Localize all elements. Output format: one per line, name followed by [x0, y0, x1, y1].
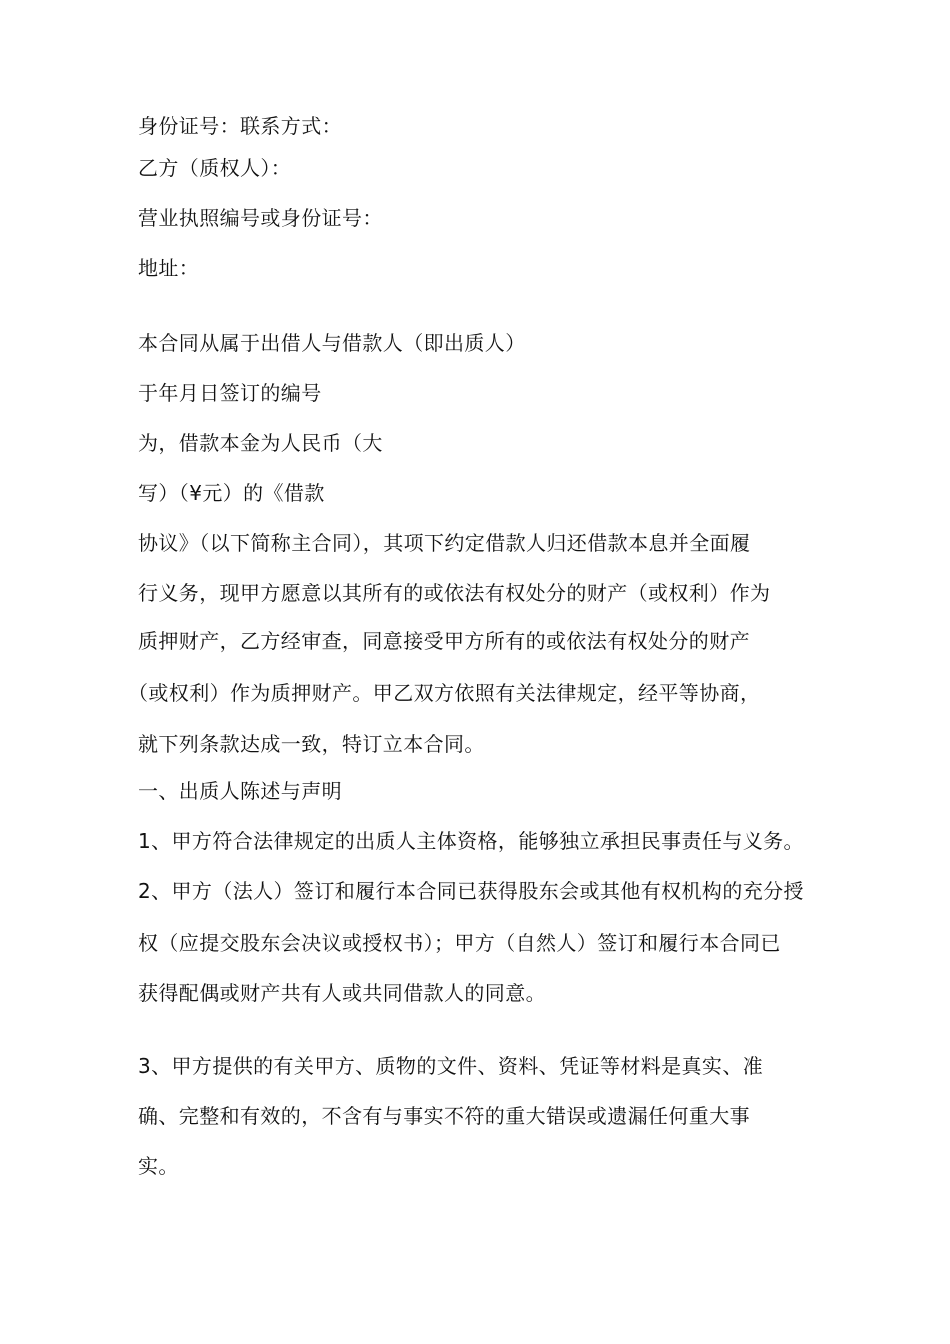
contract-intro-line-6: 行义务，现甲方愿意以其所有的或依法有权处分的财产（或权利）作为 [138, 581, 771, 605]
section-1-heading: 一、出质人陈述与声明 [138, 779, 342, 803]
address-line: 地址： [138, 256, 200, 280]
clause-2-line-1: 2、甲方（法人）签订和履行本合同已获得股东会或其他有权机构的充分授 [138, 879, 804, 903]
clause-3-line-1: 3、甲方提供的有关甲方、质物的文件、资料、凭证等材料是真实、准 [138, 1054, 764, 1078]
contract-intro-line-3: 为，借款本金为人民币（大 [138, 431, 383, 455]
contract-intro-line-5: 协议》（以下简称主合同），其项下约定借款人归还借款本息并全面履 [138, 531, 751, 555]
clause-2-line-2: 权（应提交股东会决议或授权书）；甲方（自然人）签订和履行本合同已 [138, 931, 781, 955]
contract-intro-line-4: 写）（¥元）的《借款 [138, 481, 325, 505]
party-b-heading: 乙方（质权人）： [138, 156, 292, 180]
clause-1-line-1: 1、甲方符合法律规定的出质人主体资格，能够独立承担民事责任与义务。 [138, 829, 804, 853]
contract-intro-line-7: 质押财产，乙方经审查，同意接受甲方所有的或依法有权处分的财产 [138, 629, 750, 653]
contract-intro-line-2: 于年月日签订的编号 [138, 381, 322, 405]
contract-intro-line-8: （或权利）作为质押财产。甲乙双方依照有关法律规定，经平等协商， [128, 681, 761, 705]
contract-intro-line-9: 就下列条款达成一致，特订立本合同。 [138, 732, 485, 756]
clause-3-line-2: 确、完整和有效的，不含有与事实不符的重大错误或遗漏任何重大事 [138, 1104, 750, 1128]
license-id-line: 营业执照编号或身份证号： [138, 206, 383, 230]
clause-3-line-3: 实。 [138, 1154, 179, 1178]
id-contact-line: 身份证号：联系方式： [138, 114, 342, 138]
clause-2-line-3: 获得配偶或财产共有人或共同借款人的同意。 [138, 981, 546, 1005]
contract-intro-line-1: 本合同从属于出借人与借款人（即出质人） [138, 331, 526, 355]
